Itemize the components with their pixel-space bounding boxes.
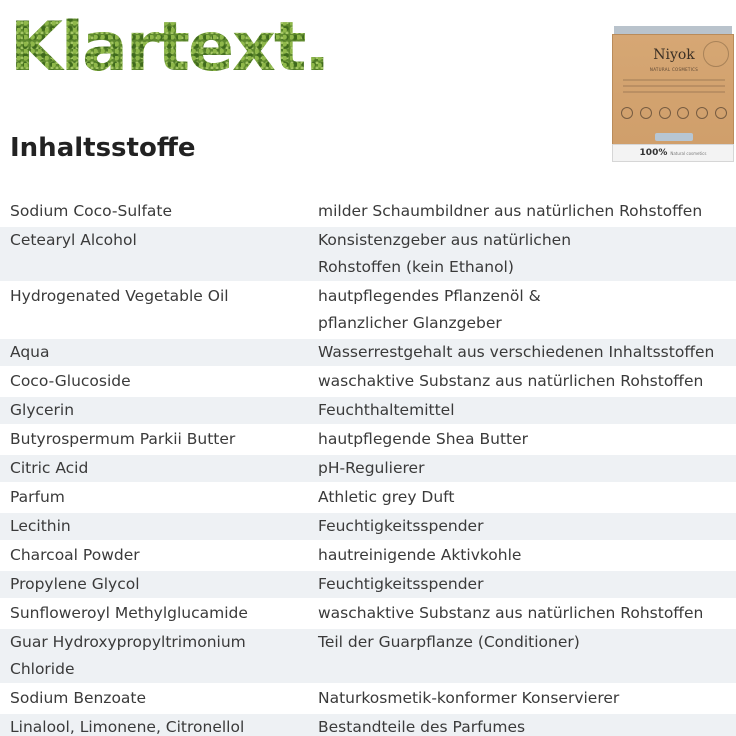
brand-logo: Klartext. — [10, 8, 329, 87]
table-row — [0, 196, 736, 225]
product-image — [612, 26, 734, 162]
table-row — [0, 511, 736, 540]
feature-icon — [677, 107, 689, 119]
table-row — [0, 627, 736, 683]
ingredient-name: Hydrogenated Vegetable Oil — [10, 287, 229, 305]
ingredient-name: Lecithin — [0, 513, 308, 540]
ingredient-description: Teil der Guarpflanze (Conditioner) — [308, 629, 736, 683]
ingredient-description: Athletic grey Duft — [318, 488, 455, 506]
product-text-line — [623, 85, 725, 87]
table-row — [0, 712, 736, 736]
product-box-front — [612, 34, 734, 154]
ingredient-description: Feuchtigkeitsspender — [308, 571, 736, 598]
ingredient-name: Coco-Glucoside — [10, 372, 131, 390]
feature-icon — [715, 107, 727, 119]
table-row — [0, 366, 736, 395]
leaf-icon — [703, 41, 729, 67]
feature-icon — [659, 107, 671, 119]
ingredient-description: Konsistenzgeber aus natürlichen Rohstoffen (kein Ethanol) — [308, 227, 736, 281]
ingredient-description: Wasserrestgehalt aus verschiedenen Inhaltsstoffen — [308, 339, 736, 366]
ingredient-name: Cetearyl Alcohol — [0, 227, 308, 281]
ingredient-name: Sunfloweroyl Methylglucamide — [10, 604, 248, 622]
product-box-bottom — [612, 144, 734, 162]
product-tagline: NATURAL COSMETICS — [649, 67, 699, 72]
ingredient-name: Charcoal Powder — [10, 546, 140, 564]
product-text-line — [623, 79, 725, 81]
table-row — [0, 281, 736, 337]
ingredient-name: Guar Hydroxypropyltrimonium Chloride — [0, 629, 308, 683]
ingredient-description: waschaktive Substanz aus natürlichen Rohstoffen — [318, 604, 704, 622]
ingredient-description: hautpflegendes Pflanzenöl & pflanzlicher Glanzgeber — [318, 287, 541, 332]
ingredient-description: waschaktive Substanz aus natürlichen Rohstoffen — [318, 372, 704, 390]
percent-label: 100% — [639, 148, 668, 158]
table-row — [0, 337, 736, 366]
ingredients-table — [0, 196, 736, 736]
ingredient-name: Propylene Glycol — [0, 571, 308, 598]
product-feature-icons — [621, 107, 727, 119]
table-row — [0, 540, 736, 569]
table-row — [0, 683, 736, 712]
table-row — [0, 424, 736, 453]
ingredient-description: Feuchthaltemittel — [308, 397, 736, 424]
ingredient-description: hautpflegende Shea Butter — [318, 430, 529, 448]
ingredient-name: Citric Acid — [0, 455, 308, 482]
ingredient-description: Bestandteile des Parfumes — [308, 714, 736, 736]
table-row — [0, 482, 736, 511]
product-variant-label — [655, 133, 693, 141]
ingredient-name: Aqua — [0, 339, 308, 366]
ingredient-name: Parfum — [10, 488, 65, 506]
table-row — [0, 453, 736, 482]
product-box-lid — [614, 26, 732, 34]
ingredient-name: Glycerin — [0, 397, 308, 424]
feature-icon — [640, 107, 652, 119]
ingredient-description: pH-Regulierer — [308, 455, 736, 482]
ingredient-name: Butyrospermum Parkii Butter — [10, 430, 236, 448]
product-brand: Niyok — [653, 47, 695, 63]
percent-caption: Natural cosmetics — [670, 150, 707, 156]
ingredient-name: Linalool, Limonene, Citronellol — [0, 714, 308, 736]
table-row — [0, 225, 736, 281]
table-row — [0, 598, 736, 627]
table-row — [0, 395, 736, 424]
feature-icon — [621, 107, 633, 119]
table-row — [0, 569, 736, 598]
ingredient-description: milder Schaumbildner aus natürlichen Rohstoffen — [318, 202, 703, 220]
feature-icon — [696, 107, 708, 119]
ingredient-name: Sodium Benzoate — [10, 689, 147, 707]
ingredient-description: Naturkosmetik-konformer Konservierer — [318, 689, 620, 707]
ingredient-description: Feuchtigkeitsspender — [308, 513, 736, 540]
product-text-line — [623, 91, 725, 93]
section-title: Inhaltsstoffe — [10, 133, 196, 163]
ingredient-description: hautreinigende Aktivkohle — [318, 546, 522, 564]
ingredient-name: Sodium Coco-Sulfate — [10, 202, 173, 220]
